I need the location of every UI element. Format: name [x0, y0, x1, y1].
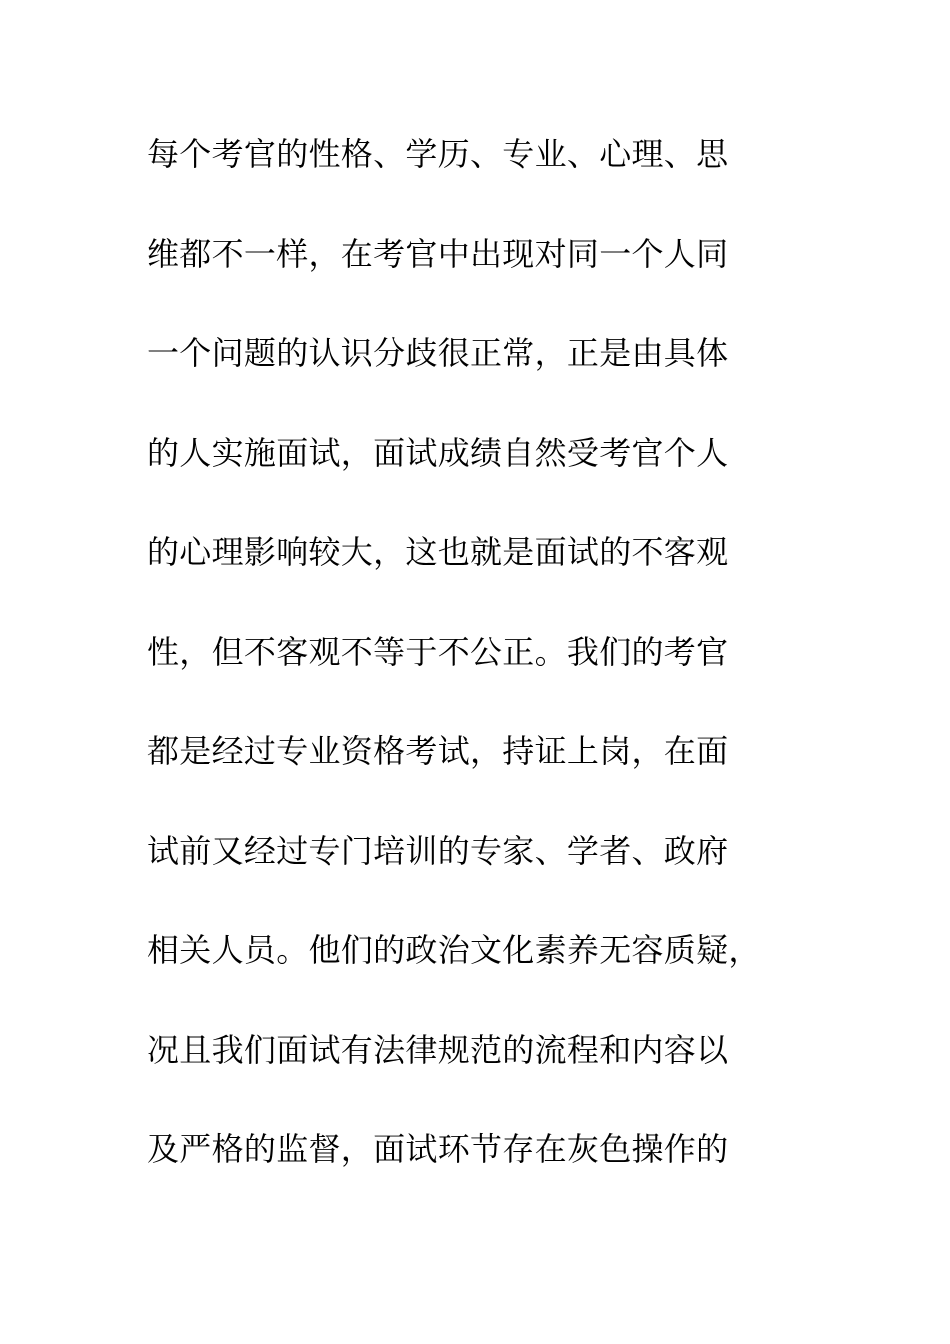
- text-line: 每个考官的性格、学历、专业、心理、思: [147, 135, 729, 173]
- text-line: 都是经过专业资格考试，持证上岗，在面: [147, 732, 729, 770]
- text-line: 况且我们面试有法律规范的流程和内容以: [147, 1030, 729, 1069]
- text-line: 的人实施面试，面试成绩自然受考官个人: [147, 433, 729, 472]
- text-line: 一个问题的认识分歧很正常，正是由具体: [147, 334, 729, 372]
- text-line: 维都不一样，在考官中出现对同一个人同: [147, 234, 729, 273]
- text-line: 试前又经过专门培训的专家、学者、政府: [147, 831, 729, 870]
- text-line: 相关人员。他们的政治文化素养无容质疑，: [147, 931, 761, 969]
- text-line: 性，但不客观不等于不公正。我们的考官: [147, 632, 729, 671]
- body-paragraph: [147, 126, 827, 1221]
- text-line: 的心理影响较大，这也就是面试的不客观: [147, 533, 729, 571]
- text-line: 及严格的监督，面试环节存在灰色操作的: [147, 1130, 729, 1168]
